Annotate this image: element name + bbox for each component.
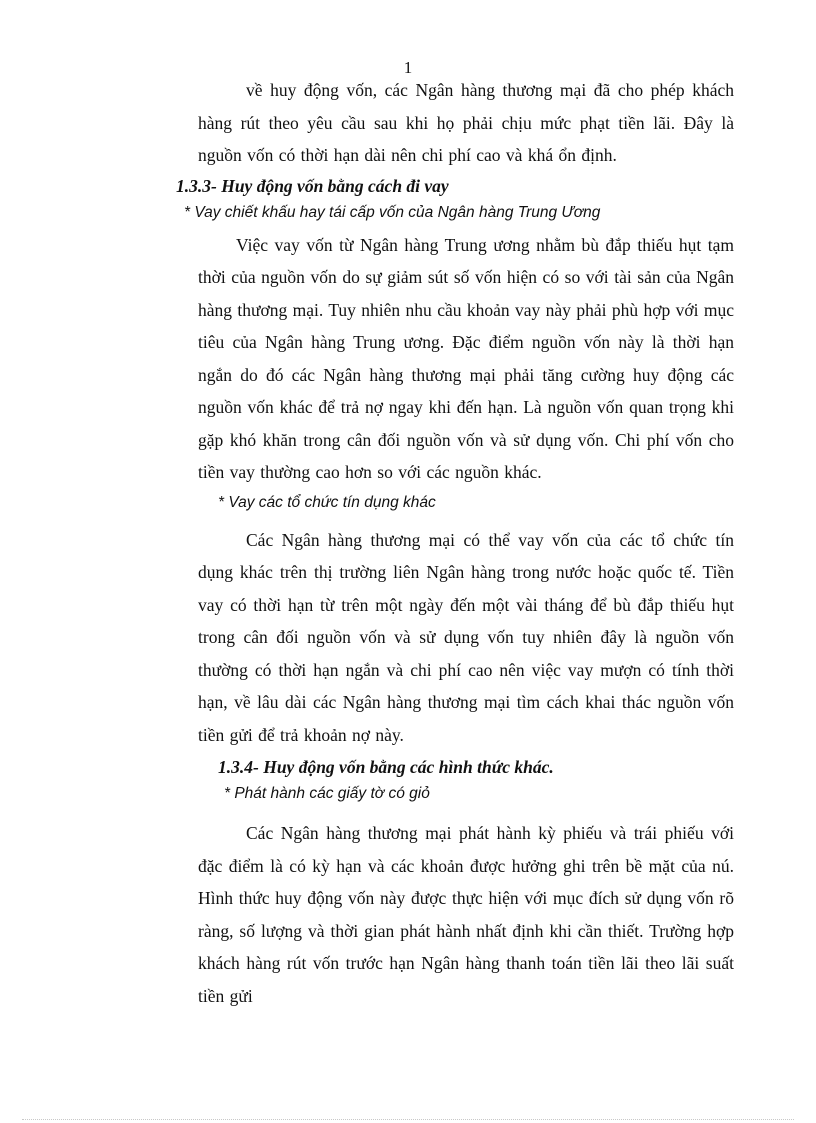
paragraph-valuable-papers: Các Ngân hàng thương mại phát hành kỳ phiếu và trái phiếu với đặc điểm là có kỳ hạn và các khoản được hưởng ghi trên bề mặt của nú. Hình thức huy động vốn này được thực hiện với mục đích sử dụng vốn rõ ràng, số lượng và thời gian phát hành nhất định khi cần thiết. Trường hợp khách hàng rút vốn trước hạn Ngân hàng thanh toán tiền lãi theo lãi suất tiền gửi <box>198 823 734 1006</box>
section-heading: 1.3.3- Huy động vốn bằng cách đi vay <box>176 175 449 196</box>
page-bottom-divider <box>22 1119 794 1120</box>
subheading-other-credit-institutions: * Vay các tổ chức tín dụng khác <box>218 493 436 511</box>
intro-paragraph: về huy động vốn, các Ngân hàng thương mại đã cho phép khách hàng rút theo yêu cầu sau khi họ phải chịu mức phạt tiền lãi. Đây là nguồn vốn có thời hạn dài nên chi phí cao và khá ổn định. <box>198 80 734 165</box>
page-number: 1 <box>403 58 413 77</box>
subheading-valuable-papers: * Phát hành các giấy tờ có giỏ <box>224 785 430 802</box>
document-body <box>176 74 734 1012</box>
paragraph-other-credit-institutions: Các Ngân hàng thương mại có thể vay vốn của các tổ chức tín dụng khác trên thị trường liên Ngân hàng trong nước hoặc quốc tế. Tiền vay có thời hạn từ trên một ngày đến một vài tháng để bù đắp thiếu hụt trong cân đối nguồn vốn và sử dụng vốn tuy nhiên đây là nguồn vốn thường có thời hạn ngắn và chi phí cao nên việc vay mượn có tính thời hạn, về lâu dài các Ngân hàng thương mại tìm cách khai thác nguồn vốn tiền gửi để trả khoản nợ này. <box>198 529 734 745</box>
paragraph-central-bank-loan: Việc vay vốn từ Ngân hàng Trung ương nhằm bù đắp thiếu hụt tạm thời của nguồn vốn do sự giảm sút số vốn hiện có so với tài sản của Ngân hàng thương mại. Tuy nhiên nhu cầu khoản vay này phải phù hợp với mục tiêu của Ngân hàng Trung ương. Đặc điểm nguồn vốn này là thời hạn ngắn do đó các Ngân hàng thương mại phải tăng cường huy động các nguồn vốn khác để trả nợ ngay khi đến hạn. Là nguồn vốn quan trọng khi gặp khó khăn trong cân đối nguồn vốn và sử dụng vốn. Chi phí vốn cho tiền vay thường cao hơn so với các nguồn khác. <box>198 234 734 482</box>
section-1-3-3 <box>176 172 734 752</box>
subheading-central-bank-loan: * Vay chiết khấu hay tái cấp vốn của Ngân hàng Trung Ương <box>184 203 601 221</box>
section-heading: 1.3.4- Huy động vốn bằng các hình thức khác. <box>218 757 554 777</box>
section-1-3-4 <box>198 753 734 1012</box>
